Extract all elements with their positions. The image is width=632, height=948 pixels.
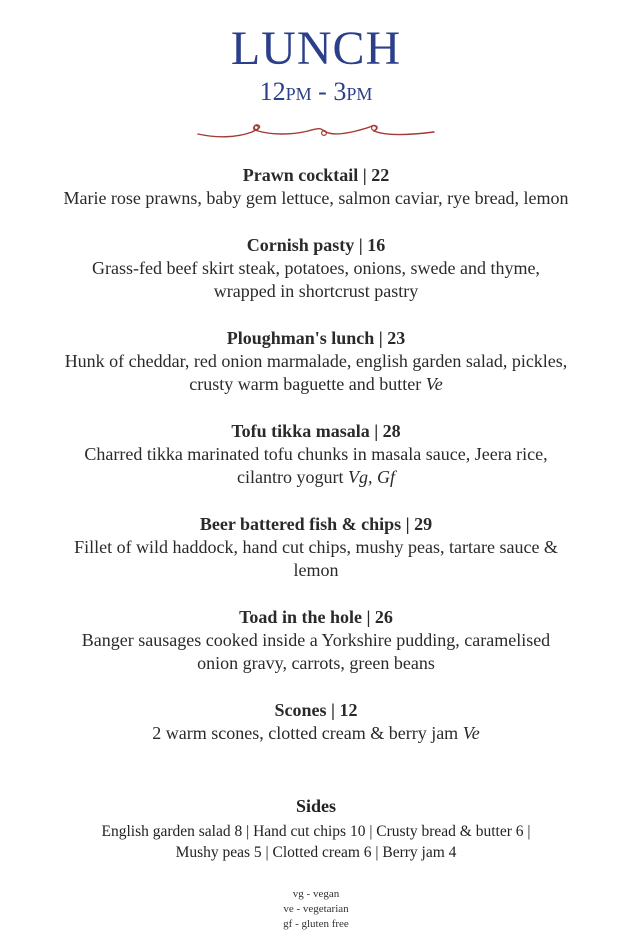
menu-title: LUNCH (230, 22, 402, 75)
item-description: Charred tikka marinated tofu chunks in masala sauce, Jeera rice, cilantro yogurt Vg, Gf (84, 444, 548, 487)
menu-item (60, 419, 572, 489)
menu-items (60, 163, 572, 768)
legend-entry: gf - gluten free (283, 918, 349, 930)
item-description: 2 warm scones, clotted cream & berry jam Ve (152, 723, 480, 743)
item-title: Toad in the hole | 26 (239, 607, 393, 627)
sides-heading: Sides (295, 796, 337, 816)
dietary-tag: Ve (425, 374, 443, 394)
service-hours: 12pm - 3pm (259, 77, 373, 106)
menu-item (60, 605, 572, 675)
item-description: Fillet of wild haddock, hand cut chips, mushy peas, tartare sauce & lemon (74, 537, 558, 580)
item-title: Scones | 12 (274, 700, 358, 720)
ornamental-divider-icon (196, 122, 436, 142)
menu-item (60, 163, 572, 210)
item-title: Cornish pasty | 16 (246, 235, 386, 255)
item-title: Ploughman's lunch | 23 (226, 328, 406, 348)
dietary-legend (0, 887, 632, 932)
item-description: Banger sausages cooked inside a Yorkshire pudding, caramelised onion gravy, carrots, green beans (81, 630, 551, 673)
menu-item (60, 512, 572, 582)
item-description: Grass-fed beef skirt steak, potatoes, onions, swede and thyme, wrapped in shortcrust pastry (92, 258, 540, 301)
sides-list: English garden salad 8 | Hand cut chips 10 | Crusty bread & butter 6 | Mushy peas 5 | Clotted cream 6 | Berry jam 4 (101, 823, 531, 861)
item-title: Beer battered fish & chips | 29 (199, 514, 433, 534)
item-title: Prawn cocktail | 22 (242, 165, 390, 185)
menu-item (60, 233, 572, 303)
legend-entry: vg - vegan (292, 888, 340, 900)
item-title: Tofu tikka masala | 28 (231, 421, 401, 441)
legend-entry: ve - vegetarian (283, 903, 349, 915)
menu-item (60, 698, 572, 745)
dietary-tag: Vg, Gf (347, 467, 395, 487)
dietary-tag: Ve (462, 723, 480, 743)
item-description: Marie rose prawns, baby gem lettuce, salmon caviar, rye bread, lemon (63, 188, 569, 208)
menu-item (60, 326, 572, 396)
item-description: Hunk of cheddar, red onion marmalade, english garden salad, pickles, crusty warm baguette and butter Ve (64, 351, 568, 394)
